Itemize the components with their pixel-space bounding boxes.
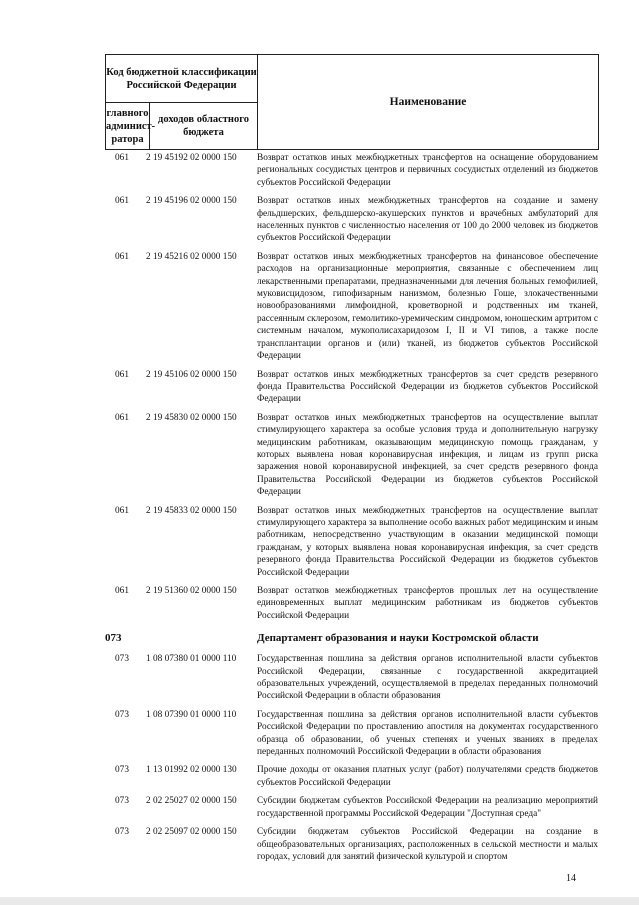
name-cell: Прочие доходы от оказания платных услуг (работ) получателями средств бюджетов субъектов Российской Федерации (257, 765, 598, 788)
revenue-code-cell: 2 19 45196 02 0000 150 (146, 196, 237, 207)
table-row (0, 826, 639, 863)
admin-code-cell: 061 (115, 251, 129, 262)
table-row (0, 251, 639, 363)
admin-code-cell: 073 (115, 796, 129, 807)
admin-code-cell: 061 (115, 196, 129, 207)
department-name: Департамент образования и науки Костромской области (257, 632, 539, 645)
admin-code-cell: 061 (115, 153, 129, 163)
table-body (0, 152, 639, 863)
header-name-column: Наименование (258, 55, 599, 150)
revenue-code-cell: 2 19 45192 02 0000 150 (146, 153, 237, 163)
revenue-code-cell: 2 19 45216 02 0000 150 (146, 251, 237, 262)
revenue-code-cell: 2 02 25097 02 0000 150 (146, 827, 237, 838)
header-code-group: Код бюджетной классификации Российской Федерации (106, 55, 258, 103)
admin-code-cell: 061 (115, 586, 129, 596)
name-cell: Возврат остатков иных межбюджетных трансфертов на оснащение оборудованием региональных сосудистых центров и первичных сосудистых отделений из бюджетов субъектов Российской Федерации (257, 153, 598, 188)
name-cell: Возврат остатков межбюджетных трансфертов прошлых лет на осуществление единовременных выплат медицинским работникам из бюджетов субъектов Российской Федерации (257, 586, 598, 621)
revenue-code-cell: 1 08 07390 01 0000 110 (146, 709, 237, 720)
revenue-code-cell: 2 02 25027 02 0000 150 (146, 796, 237, 807)
header-admin-column: главного админист-ратора (106, 103, 150, 150)
name-cell: Государственная пошлина за действия органов исполнительной власти субъектов Российской Федерации по проставлению апостиля на документах государственного образца об образовании, об ученых степенях и ученых званиях в пределах переданных полномочий Российской Федерации в области образования (257, 709, 598, 758)
name-cell: Субсидии бюджетам субъектов Российской Федерации на создание в общеобразовательных организациях, расположенных в сельской местности и малых городах, условий для занятий физической культурой и спортом (257, 827, 598, 862)
table-row (0, 764, 639, 789)
name-cell: Возврат остатков иных межбюджетных трансфертов за счет средств резервного фонда Правительства Российской Федерации из бюджетов субъектов Российской Федерации (257, 369, 598, 405)
department-code: 073 (105, 632, 122, 645)
name-cell: Государственная пошлина за действия органов исполнительной власти субъектов Российской Федерации, связанные с государственной аккредитацией образовательных учреждений, осуществляемой в пределах переданных полномочий Российской Федерации в области образования (257, 654, 598, 702)
admin-code-cell: 073 (115, 827, 129, 838)
admin-code-cell: 061 (115, 369, 129, 380)
header-revenue-column: доходов областного бюджета (150, 103, 258, 150)
name-cell: Возврат остатков иных межбюджетных трансфертов на финансовое обеспечение расходов на организационные мероприятия, связанные с обеспечением лиц лекарственными препаратами, предназначенными для лечения больных гемофилией, муковисцидозом, гипофизарным нанизмом, болезнью Гоше, злокачественными новообразованиями лимфоидной, кроветворной и родственных им тканей, рассеянным склерозом, гемолитико-уремическим синдромом, юношеским артритом с системным началом, мукополисахаридозом I, II и VI типов, а также после трансплантации органов и (или) тканей, из бюджетов субъектов Российской Федерации (257, 251, 599, 362)
department-row (0, 631, 639, 647)
admin-code-cell: 073 (115, 709, 129, 720)
admin-code-cell: 061 (115, 412, 129, 423)
table-row (0, 369, 639, 406)
name-cell: Возврат остатков иных межбюджетных трансфертов на осуществление выплат стимулирующего характера за особые условия труда и дополнительную нагрузку медицинским работникам, оказывающим медицинскую помощь гражданам, у которых выявлена новая коронавирусная инфекция, и лицам из групп риска заражения новой коронавирусной инфекцией, за счет средств резервного фонда Правительства Российской Федерации из бюджетов субъектов Российской Федерации (257, 412, 598, 498)
table-row (0, 653, 639, 703)
name-cell: Возврат остатков иных межбюджетных трансфертов на осуществление выплат стимулирующего характера за выполнение особо важных работ медицинским и иным работникам, непосредственно участвующим в оказании медицинской помощи гражданам, у которых выявлена новая коронавирусная инфекция, за счет средств резервного фонда Правительства Российской Федерации из бюджетов субъектов Российской Федерации (257, 505, 598, 578)
rows-group-073 (0, 653, 639, 863)
revenue-code-cell: 2 19 45830 02 0000 150 (146, 412, 237, 423)
revenue-code-cell: 1 08 07380 01 0000 110 (146, 654, 237, 665)
table-row (0, 585, 639, 622)
admin-code-cell: 061 (115, 505, 129, 516)
table-row (0, 505, 639, 579)
table-row (0, 412, 639, 499)
table-header (105, 54, 599, 150)
table-row (0, 195, 639, 245)
table-row (0, 795, 639, 820)
admin-code-cell: 073 (115, 765, 129, 776)
name-cell: Субсидии бюджетам субъектов Российской Федерации на реализацию мероприятий государственной программы Российской Федерации "Доступная среда" (257, 796, 598, 819)
table-row (0, 152, 639, 189)
revenue-code-cell: 2 19 45106 02 0000 150 (146, 369, 237, 380)
page-number: 14 (566, 873, 576, 884)
revenue-code-cell: 2 19 51360 02 0000 150 (146, 586, 237, 596)
revenue-code-cell: 1 13 01992 02 0000 130 (146, 765, 237, 776)
revenue-code-cell: 2 19 45833 02 0000 150 (146, 505, 237, 516)
admin-code-cell: 073 (115, 654, 129, 665)
name-cell: Возврат остатков иных межбюджетных трансфертов на создание и замену фельдшерских, фельдшерско-акушерских пунктов и врачебных амбулаторий для населенных пунктов с численностью населения от 100 до 2000 человек из бюджетов субъектов Российской Федерации (257, 196, 598, 244)
scan-edge (0, 897, 639, 905)
rows-group-061 (0, 152, 639, 622)
table-row (0, 709, 639, 759)
